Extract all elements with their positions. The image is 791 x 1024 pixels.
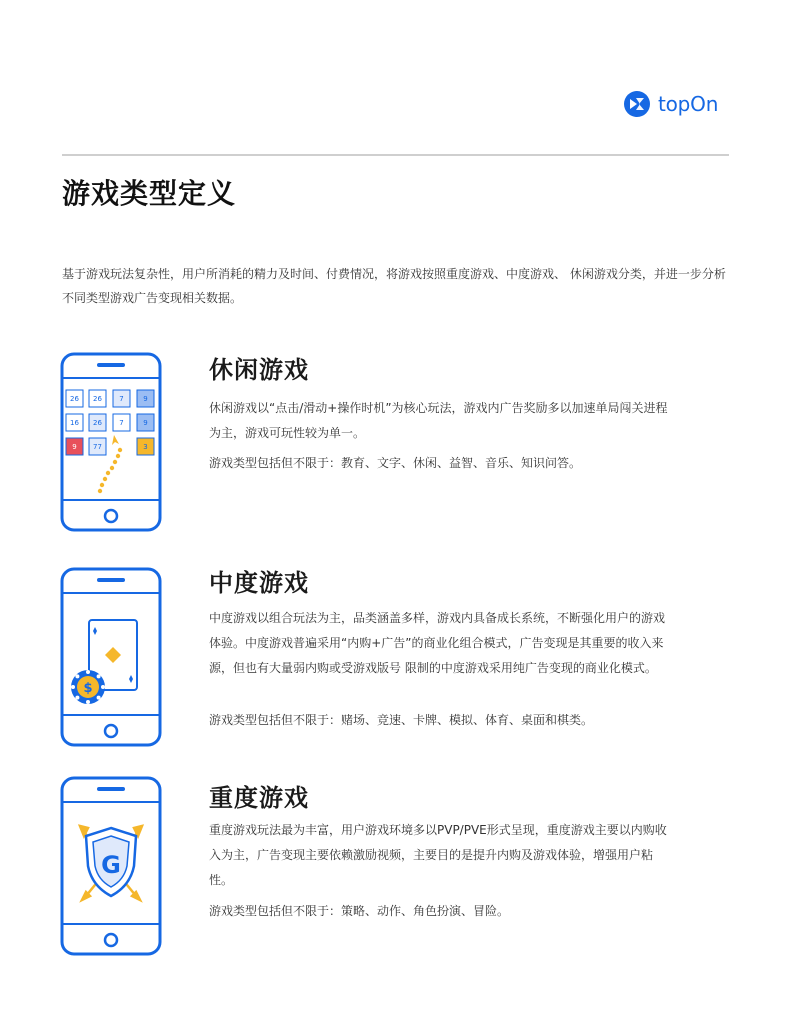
header-divider: [62, 154, 729, 156]
tile-value: 7: [119, 395, 124, 403]
tile-value: 9: [143, 419, 148, 427]
tile-value: 7: [119, 419, 124, 427]
casino-chip-icon: [71, 670, 105, 704]
chip-symbol: $: [83, 681, 93, 696]
section-description: 重度游戏玩法最为丰富，用户游戏环境多以PVP/PVE形式呈现，重度游戏主要以内购收入为主，广告变现主要依赖激励视频，主要目的是提升内购及游戏体验，增强用户粘性。: [209, 823, 667, 887]
section-title: 休闲游戏: [209, 356, 309, 384]
intro-paragraph: 基于游戏玩法复杂性，用户所消耗的精力及时间、付费情况，将游戏按照重度游戏、中度游戏、 休闲游戏分类，并进一步分析不同类型游戏广告变现相关数据。: [62, 267, 726, 305]
card-and-chip-phone-icon: [60, 567, 162, 747]
tile-value: 16: [70, 419, 79, 427]
tile-value: 77: [93, 443, 102, 451]
section-types: 游戏类型包括但不限于：教育、文字、休闲、益智、音乐、知识问答。: [209, 456, 582, 470]
section-description: 休闲游戏以“点击/滑动+操作时机”为核心玩法，游戏内广告奖励多以加速单局闯关进程为主，游戏可玩性较为单一。: [209, 401, 668, 440]
puzzle-tiles-phone-icon: [60, 352, 162, 532]
tile-value: 3: [143, 443, 148, 451]
section-description: 中度游戏以组合玩法为主，品类涵盖多样，游戏内具备成长系统，不断强化用户的游戏体验。中度游戏普遍采用“内购+广告”的商业化组合模式，广告变现是其重要的收入来源，但也有大量弱内购或受游戏版号 限制的中度游戏采用纯广告变现的商业化模式。: [209, 611, 666, 675]
tile-value: 9: [72, 443, 77, 451]
shield-emblem-phone-icon: [60, 776, 162, 956]
tile-value: 26: [70, 395, 79, 403]
tile-value: 26: [93, 419, 102, 427]
section-types: 游戏类型包括但不限于：策略、动作、角色扮演、冒险。: [209, 904, 510, 918]
tile-value: 9: [143, 395, 148, 403]
page-title: 游戏类型定义: [62, 177, 237, 210]
section-title: 重度游戏: [209, 784, 309, 812]
topon-logo: [622, 89, 718, 119]
logo-text: topOn: [658, 92, 719, 116]
tile-value: 26: [93, 395, 102, 403]
emblem-letter: G: [101, 851, 121, 879]
section-title: 中度游戏: [209, 569, 309, 597]
topon-logo-icon: [622, 89, 652, 119]
section-types: 游戏类型包括但不限于：赌场、竞速、卡牌、模拟、体育、桌面和棋类。: [209, 713, 594, 727]
